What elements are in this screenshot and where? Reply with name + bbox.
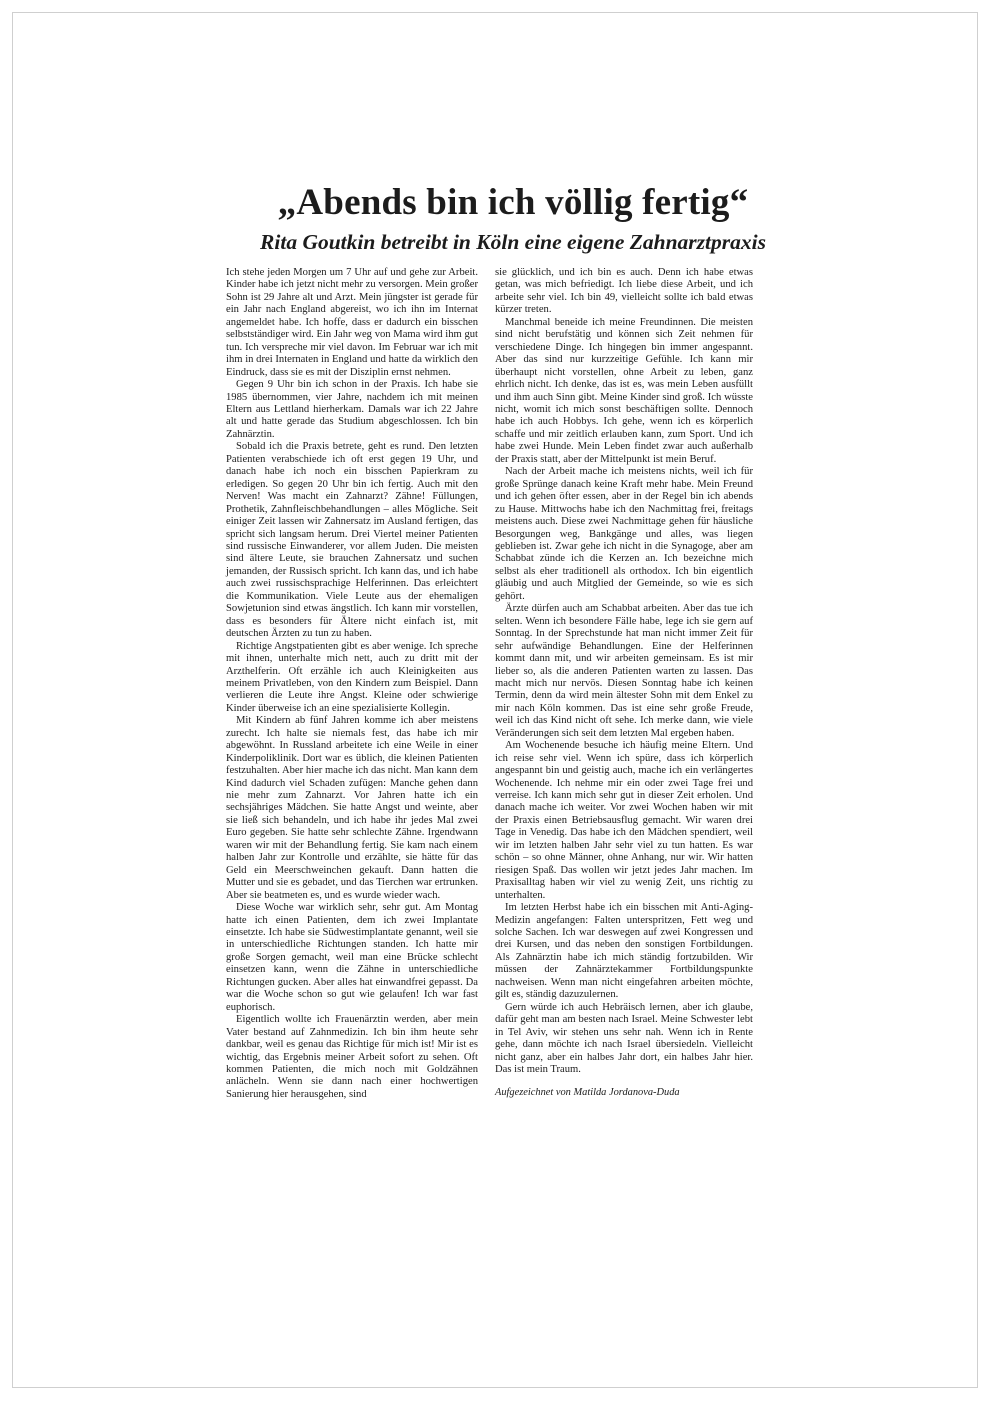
paragraph: sie glücklich, und ich bin es auch. Denn ich habe etwas getan, was mich befriedigt. Ich liebe diese Arbeit, und ich arbeite sehr viel. Ich bin 49, vielleicht sollte ich bald etwas kürzer treten. — [495, 267, 753, 316]
paragraph: Ich stehe jeden Morgen um 7 Uhr auf und gehe zur Arbeit. Kinder habe ich jetzt nicht mehr zu versorgen. Mein großer Sohn ist 29 Jahre alt und Arzt. Mein jüngster ist gerade für ein Jahr nach England abgereist, wo ich ihn im Internat angemeldet habe. Ich hoffe, dass er dadurch ein bisschen selbstständiger wird. Ein Jahr weg von Mama wird ihm gut tun. Ich verspreche mir viel davon. Im Februar war ich mit ihm in drei Internaten in England und hatte da wirklich den Eindruck, dass sie es mit der Disziplin ernst nehmen. — [226, 267, 478, 378]
article-column-left — [226, 267, 478, 1101]
paragraph: Gegen 9 Uhr bin ich schon in der Praxis. Ich habe sie 1985 übernommen, vier Jahre, nachdem ich mit meinen Eltern aus Lettland hierherkam. Damals war ich 22 Jahre alt und hatte gerade das Studium abgeschlossen. Ich bin Zahnärztin. — [226, 379, 478, 440]
paragraph: Mit Kindern ab fünf Jahren komme ich aber meistens zurecht. Ich halte sie niemals fest, das habe ich mir abgewöhnt. In Russland arbeitete ich eine Weile in einer Kinderpoliklinik. Dort war es üblich, die kleinen Patienten festzuhalten. Aber hier mache ich das nicht. Man kann dem Kind dadurch viel Schaden zufügen: Manche gehen dann nie mehr zum Zahnarzt. Vor Jahren hatte ich ein sechsjähriges Mädchen. Sie hatte Angst und weinte, aber sie ließ sich behandeln, und ich habe ihr jedes Mal zwei Euro gegeben. Sie hatte sehr schlechte Zähne. Irgendwann waren wir mit der Behandlung fertig. Sie kam nach einem halben Jahr zur Kontrolle und erzählte, sie hätte für das Geld ein Meerschweinchen gekauft. Dann hatten die Mutter und sie es gebadet, und das Tierchen war ertrunken. Aber sie beatmeten es, und es wurde wieder wach. — [226, 715, 478, 901]
paragraph: Gern würde ich auch Hebräisch lernen, aber ich glaube, dafür geht man am besten nach Israel. Meine Schwester lebt in Tel Aviv, wir stehen uns sehr nah. Wenn ich in Rente gehe, dann möchte ich nach Israel übersiedeln. Vielleicht nicht ganz, aber ein halbes Jahr dort, ein halbes Jahr hier. Das ist mein Traum. — [495, 1001, 753, 1075]
paragraph: Nach der Arbeit mache ich meistens nichts, weil ich für große Sprünge danach keine Kraft mehr habe. Mein Freund und ich gehen öfter essen, aber in der Regel bin ich abends zu Hause. Mittwochs habe ich den Nachmittag frei, freitags meistens auch. Diese zwei Nachmittage gehen für häusliche Besorgungen weg, Bankgänge und alles, was liegen geblieben ist. Zwar gehe ich nicht in die Synagoge, aber am Schabbat zünde ich die Kerzen an. Ich bezeichne mich selbst als eher traditionell als orthodox. Ich bin eigentlich gläubig und auch Mitglied der Gemeinde, so wie es sich gehört. — [495, 466, 753, 602]
paragraph: Im letzten Herbst habe ich ein bisschen mit Anti-Aging-Medizin angefangen: Falten unterspritzen, Fett weg und solche Sachen. Ich war deswegen auf zwei Kongressen und drei Kursen, und das neben den sonstigen Fortbildungen. Als Zahnärztin habe ich mich ständig fortzubilden. Wir müssen der Zahnärztekammer Fortbildungspunkte nachweisen. Wenn man nicht eingefahren arbeiten möchte, gilt es, ständig dazuzulernen. — [495, 902, 753, 1001]
paragraph: Am Wochenende besuche ich häufig meine Eltern. Und ich reise sehr viel. Wenn ich spüre, dass ich körperlich angespannt bin und geistig auch, mache ich ein verlängertes Wochenende. Ich nehme mir ein oder zwei Tage frei und verreise. Ich kann mich sehr gut in dieser Zeit erholen. Und danach mache ich weiter. Vor zwei Wochen haben wir mit der Praxis einen Betriebsausflug gemacht. Wir waren drei Tage in Venedig. Das habe ich den Mädchen spendiert, weil wir im letzten halben Jahr sehr viel zu tun hatten. Es war schön – so ohne Männer, ohne Anhang, nur wir. Wir hatten riesigen Spaß. Das wollen wir jetzt jedes Jahr machen. Im Praxisalltag haben wir viel zu wenig Zeit, uns richtig zu unterhalten. — [495, 740, 753, 901]
headline: „Abends bin ich völlig fertig“ — [277, 182, 749, 223]
paragraph: Richtige Angstpatienten gibt es aber wenige. Ich spreche mit ihnen, unterhalte mich nett, auch zu dritt mit der Arzthelferin. Oft erzähle ich auch Kleinigkeiten aus meinem Privatleben, von den Kindern zum Beispiel. Dann verlieren die Leute ihre Angst. Kleine oder schwierige Kinder überweise ich an eine spezialisierte Kollegin. — [226, 640, 478, 714]
paragraph: Diese Woche war wirklich sehr, sehr gut. Am Montag hatte ich einen Patienten, dem ich zwei Implantate einsetzte. Ich habe sie Südwestimplantate genannt, weil sie in unterschiedliche Richtungen standen. Ich hatte mir große Sorgen gemacht, weil man eine Brücke schlecht einsetzen kann, wenn die Zähne in unterschiedliche Richtungen gucken. Aber alles hat einwandfrei gepasst. Da war die Woche schon so gut wie gelaufen! Ich war fast euphorisch. — [226, 902, 478, 1013]
article-column-right — [495, 267, 753, 1100]
author-credit: Aufgezeichnet von Matilda Jordanova-Duda — [495, 1087, 680, 1099]
newspaper-page — [12, 12, 978, 1388]
paragraph: Ärzte dürfen auch am Schabbat arbeiten. Aber das tue ich selten. Wenn ich besondere Fälle habe, lege ich sie gern auf Sonntag. In der Sprechstunde hat man nicht immer Zeit für sehr aufwändige Behandlungen. Eine der Helferinnen kommt dann mit, und wir arbeiten gemeinsam. Es ist mir lieber so, als die anderen Patienten warten zu lassen. Das macht mich nur nervös. Diesen Sonntag habe ich keinen Termin, denn da wird mein ältester Sohn mit dem Enkel zu mir nach Köln kommen. Das ist eine sehr große Freude, weil ich das Kind nicht oft sehe. Ich merke dann, wie viele Veränderungen sich seit dem letzten Mal ergeben haben. — [495, 603, 753, 739]
paragraph: Sobald ich die Praxis betrete, geht es rund. Den letzten Patienten verabschiede ich oft erst gegen 19 Uhr, und danach habe ich noch ein bisschen Papierkram zu erledigen. So gegen 20 Uhr bin ich fertig. Auch mit den Nerven! Was macht ein Zahnarzt? Zähne! Füllungen, Prothetik, Zahnfleischbehandlungen – alles Mögliche. Seit einiger Zeit lassen wir Zahnersatz im Ausland fertigen, das spricht sich langsam herum. Drei Viertel meiner Patienten sind russische Einwanderer, vor allem Juden. Die meisten sind ältere Leute, sie brauchen Zahnersatz und suchen jemanden, der Russisch spricht. Ich kann das, und ich habe auch zwei russischsprachige Helferinnen. Das erleichtert die Kommunikation. Viele Leute aus der ehemaligen Sowjetunion sind etwas ängstlich. Ich kann mir vorstellen, dass es besonders für Ältere nicht einfach ist, mit deutschen Ärzten zu tun zu haben. — [226, 441, 478, 640]
paragraph: Manchmal beneide ich meine Freundinnen. Die meisten sind nicht berufstätig und können sich Zeit nehmen für verschiedene Dinge. Ich hingegen bin immer angespannt. Aber das sind nur kurzzeitige Gefühle. Ich kann mir überhaupt nicht vorstellen, ohne Arbeit zu leben, ganz ehrlich nicht. Ich denke, das ist es, was mein Leben ausfüllt und ihm auch Sinn gibt. Meine Kinder sind groß. Ich wüsste nicht, womit ich mich sonst beschäftigen sollte. Dennoch habe ich auch Hobbys. Ich gehe, wenn ich es körperlich schaffe und mir zeitlich erlauben kann, zum Sport. Und ich habe zwei Hunde. Mein Leben findet zwar auch außerhalb der Praxis statt, aber der Mittelpunkt ist mein Beruf. — [495, 316, 753, 465]
paragraph: Eigentlich wollte ich Frauenärztin werden, aber mein Vater bestand auf Zahnmedizin. Ich bin ihm heute sehr dankbar, weil es genau das Richtige für mich ist! Mir ist es wichtig, das Ergebnis meiner Arbeit sofort zu sehen. Oft kommen Patienten, die mich noch mit Goldzähnen anlächeln. Wenn sie dann nach einer hochwertigen Sanierung hier herausgehen, sind — [226, 1014, 478, 1100]
subheadline: Rita Goutkin betreibt in Köln eine eigene Zahnarztpraxis — [260, 230, 766, 254]
